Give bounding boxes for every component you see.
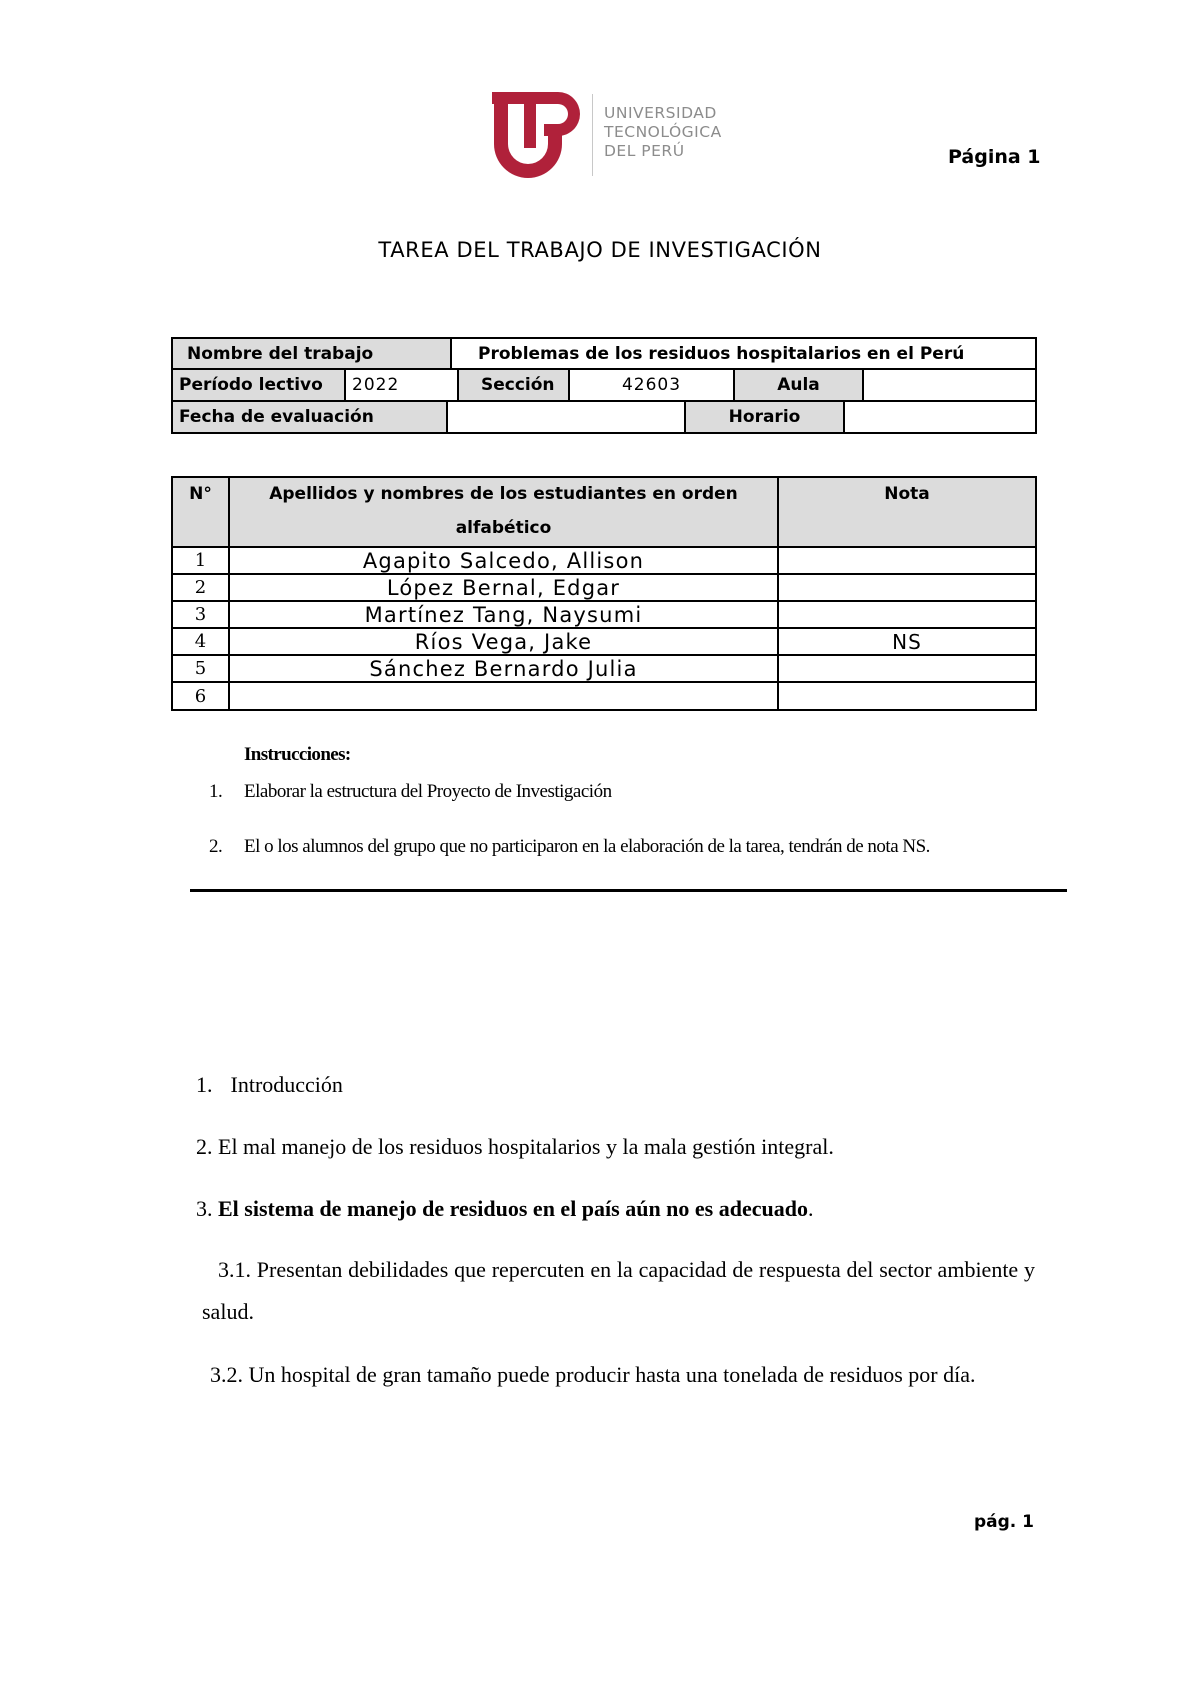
document-title: TAREA DEL TRABAJO DE INVESTIGACIÓN [378,238,822,262]
student-grade [777,546,1037,575]
room-label: Aula [733,368,864,402]
col-header-names: Apellidos y nombres de los estudiantes en orden alfabético [228,476,779,548]
student-name: López Bernal, Edgar [228,573,779,602]
outline-item-1: 1. Introducción [196,1072,343,1097]
outline-item-3-1: 3.1. Presentan debilidades que repercuten en la capacidad de respuesta del sector ambiente y salud. [202,1257,1035,1324]
student-name [228,681,779,711]
utp-logo-mark [488,90,588,182]
instructions-heading: Instrucciones: [244,744,351,765]
instruction-text: Elaborar la estructura del Proyecto de Investigación [244,781,612,802]
instruction-number: 1. [209,781,223,802]
work-name-value: Problemas de los residuos hospitalarios en el Perú [450,337,1037,370]
row-number: 4 [171,627,230,656]
page-header-label: Página 1 [948,146,1041,168]
row-number: 3 [171,600,230,629]
work-name-label: Nombre del trabajo [171,337,452,370]
row-number: 5 [171,654,230,683]
instruction-number: 2. [209,836,223,857]
schedule-value [843,400,1037,434]
logo-wordmark: UNIVERSIDAD TECNOLÓGICA DEL PERÚ [604,104,722,160]
student-name: Agapito Salcedo, Allison [228,546,779,575]
eval-date-label: Fecha de evaluación [171,400,448,434]
students-table [171,476,1037,711]
student-name: Martínez Tang, Naysumi [228,600,779,629]
student-name: Sánchez Bernardo Julia [228,654,779,683]
university-logo [488,90,728,182]
outline-item-3: 3. El sistema de manejo de residuos en el país aún no es adecuado. [196,1196,814,1221]
page-footer-label: pág. 1 [973,1512,1034,1532]
student-grade: NS [777,627,1037,656]
student-grade [777,654,1037,683]
instruction-text: El o los alumnos del grupo que no participaron en la elaboración de la tarea, tendrán de nota NS. [244,836,930,857]
row-number: 1 [171,546,230,575]
section-divider [190,889,1067,892]
outline-item-2: 2. El mal manejo de los residuos hospitalarios y la mala gestión integral. [196,1134,834,1159]
logo-divider [592,94,593,176]
section-value: 42603 [568,368,735,402]
room-value [862,368,1037,402]
period-label: Período lectivo [171,368,346,402]
period-value: 2022 [344,368,459,402]
col-header-number: N° [171,476,230,548]
student-grade [777,600,1037,629]
row-number: 6 [171,681,230,711]
section-label: Sección [457,368,570,402]
eval-date-value [446,400,686,434]
student-grade [777,573,1037,602]
row-number: 2 [171,573,230,602]
student-grade [777,681,1037,711]
info-table [171,337,1037,439]
col-header-grade: Nota [777,476,1037,548]
schedule-label: Horario [684,400,845,434]
student-name: Ríos Vega, Jake [228,627,779,656]
outline-item-3-2: 3.2. Un hospital de gran tamaño puede producir hasta una tonelada de residuos por día. [210,1362,976,1387]
